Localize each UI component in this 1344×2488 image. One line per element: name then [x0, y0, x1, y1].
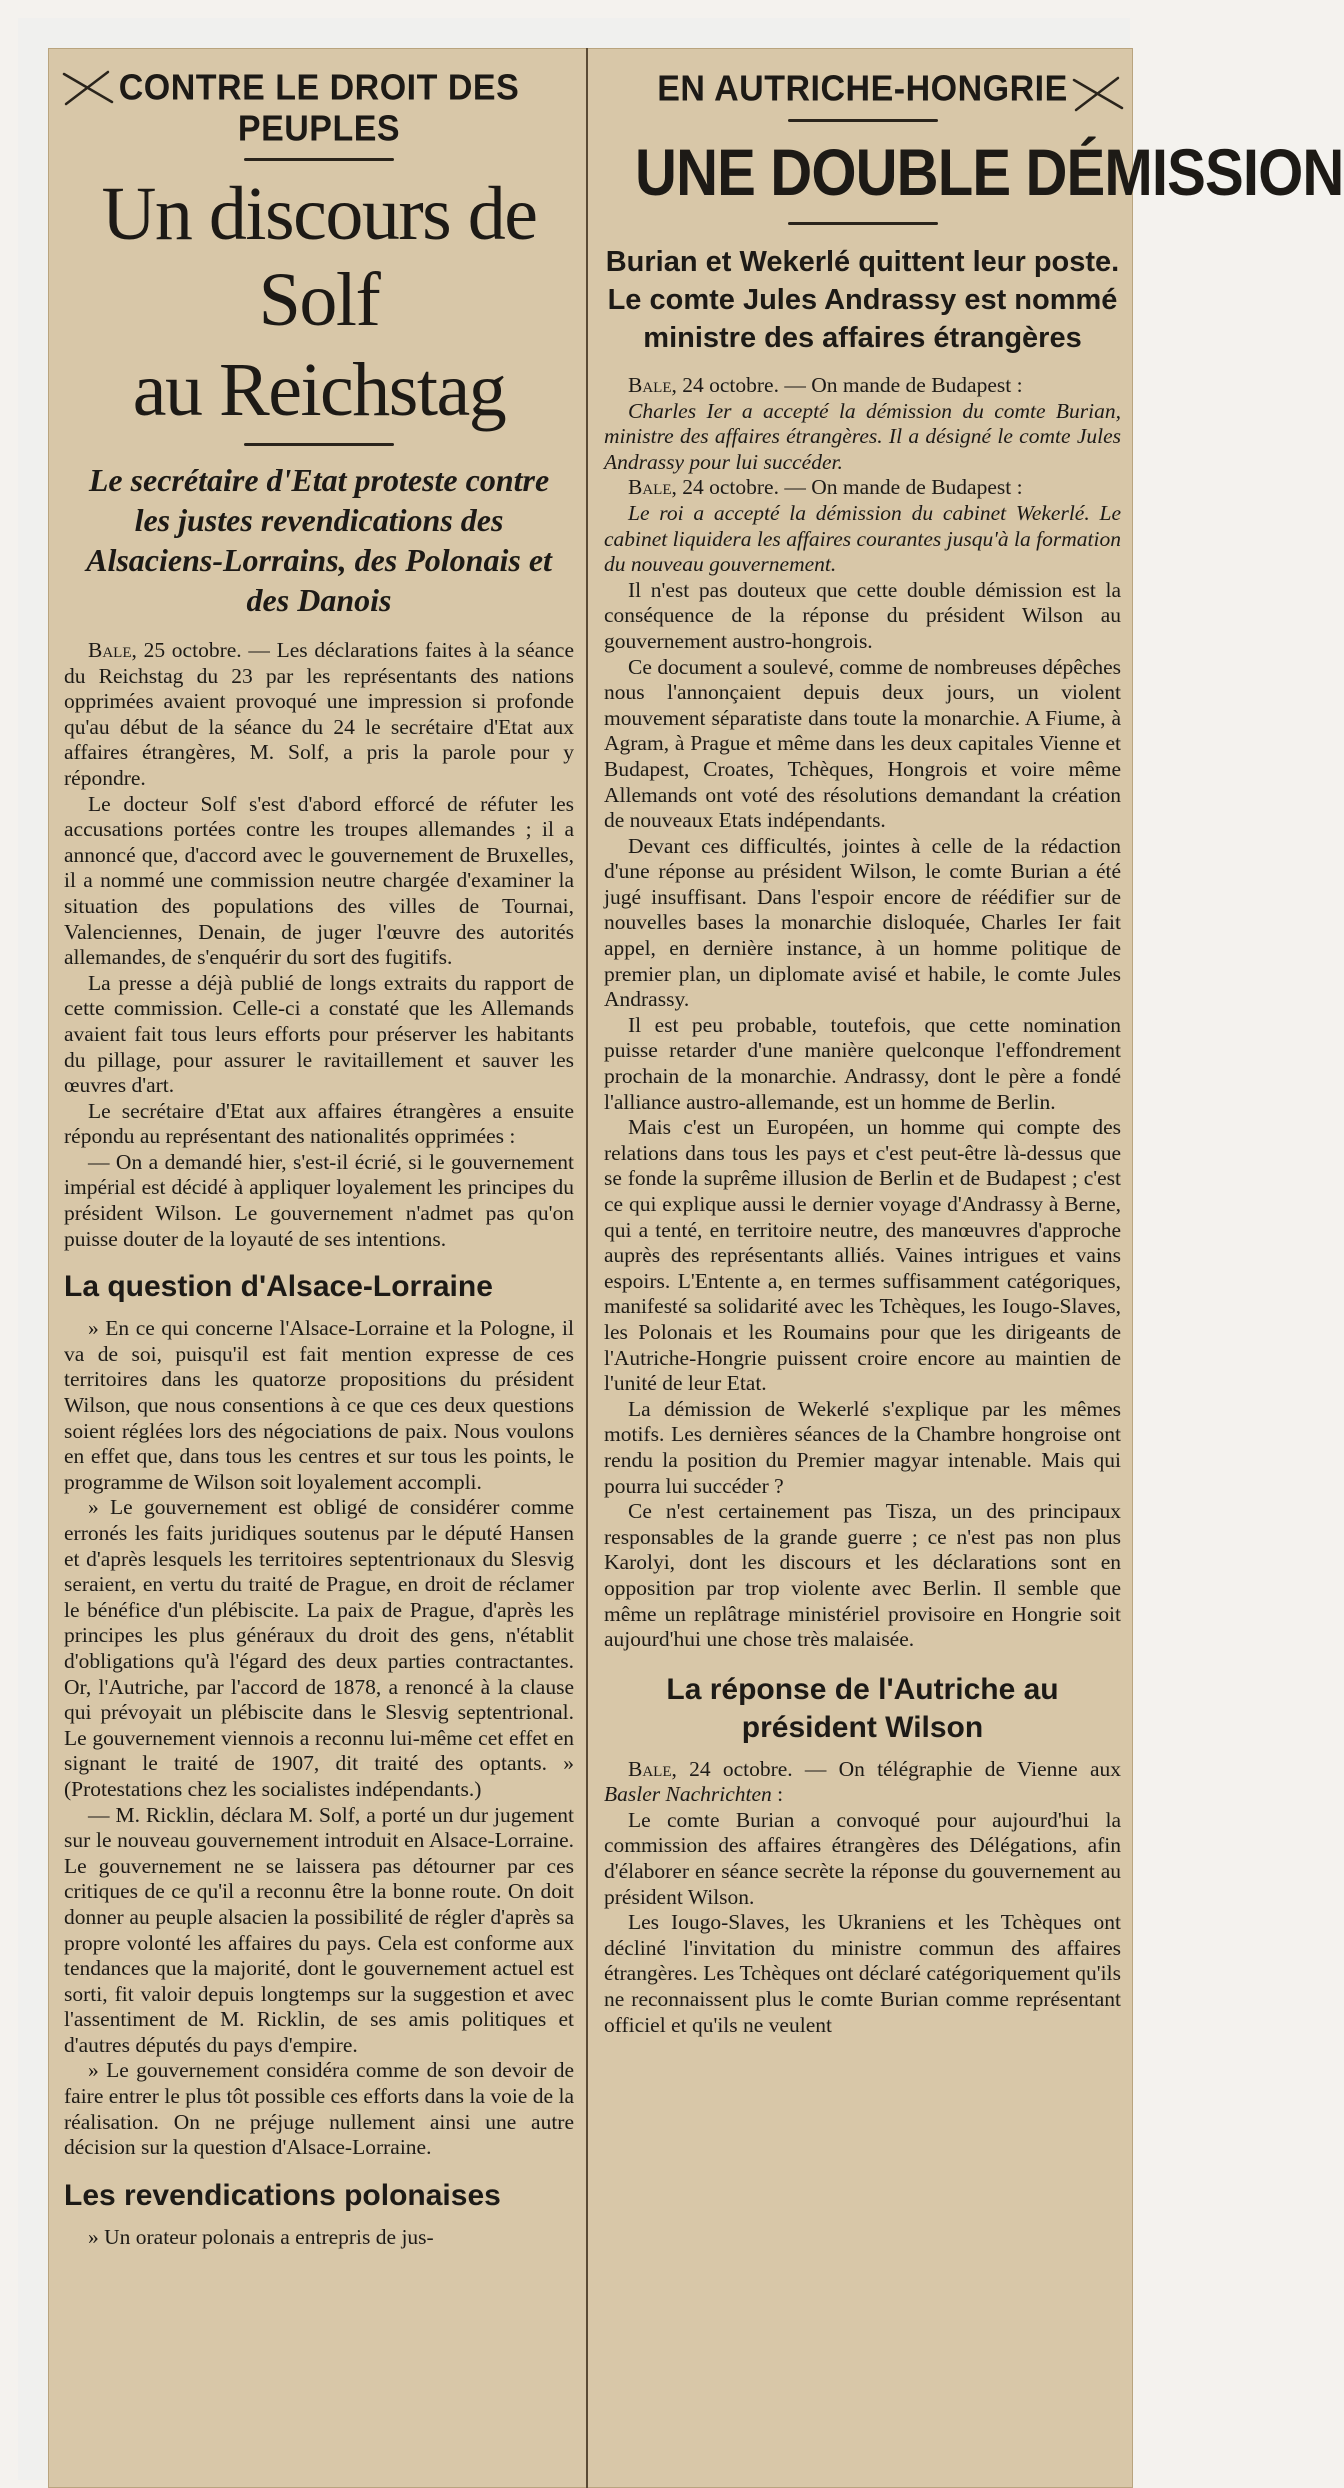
right-paragraph: Le roi a accepté la démission du cabinet Wekerlé. Le cabinet liquidera les affaires courantes jusqu'à la formation du nouveau gouvernement.: [604, 500, 1121, 577]
left-paragraph: » Un orateur polonais a entrepris de jus-: [88, 2224, 434, 2249]
right-paragraph: Charles Ier a accepté la démission du comte Burian, ministre des affaires étrangères. Il a désigné le comte Jules Andrassy pour lui succéder.: [604, 398, 1121, 474]
left-paragraph: — M. Ricklin, déclara M. Solf, a porté un dur jugement sur le nouveau gouvernement introduit en Alsace-Lorraine. Le gouvernement ne se laissera pas détourner par ces critiques de ce qu'il a reconnu être la bonne route. On doit donner au peuple alsacien la possibilité de régler d'après sa propre volonté les affaires du pays. Cela est conforme aux tendances que la majorité, dont le gouvernement actuel est sorti, fit valoir depuis longtemps sur la suggestion et avec l'assentiment de M. Ricklin, de ses amis politiques et d'autres députés du pays d'empire.: [64, 1802, 574, 2057]
right-paragraph: Le comte Burian a convoqué pour aujourd'hui la commission des affaires étrangères des Délégations, afin d'élaborer en séance secrète la réponse du gouvernement au président Wilson.: [604, 1807, 1121, 1909]
paragraph-text: , 24 octobre. — On mande de Budapest :: [671, 475, 1023, 500]
paragraph-text: , 24 octobre. — On télégraphie de Vienne aux: [671, 1756, 1121, 1781]
paragraph-text: :: [771, 1782, 784, 1807]
left-headline-line-2: au Reichstag: [132, 348, 506, 432]
left-subhead-polonaises: Les revendications polonaises: [64, 2178, 501, 2212]
dateline: Bale: [628, 373, 672, 397]
left-paragraph: » En ce qui concerne l'Alsace-Lorraine et la Pologne, il va de soi, puisqu'il est fait mention expresse de ces territoires dans les quatorze propositions du président Wilson, que nous consentions à ce que ces deux questions soient réglées lors des négociations de paix. Nous voulons en effet que, dans tous les centres et sur tous les points, le programme de Wilson soit loyalement accompli.: [64, 1316, 574, 1494]
left-kicker: CONTRE LE DROIT DES PEUPLES: [118, 68, 520, 149]
dateline: Bale: [88, 638, 132, 662]
article-left-column: [48, 48, 588, 2488]
right-paragraph: [604, 475, 1121, 501]
dateline: Bale: [628, 475, 672, 500]
right-paragraph: Il n'est pas douteux que cette double démission est la conséquence de la réponse du président Wilson au gouvernement austro-hongrois.: [604, 577, 1121, 653]
right-paragraph: [604, 373, 1121, 399]
newspaper-clipping: [48, 48, 1344, 2488]
left-headline-line-1: Un discours de Solf: [101, 172, 537, 342]
left-paragraph: Le secrétaire d'Etat aux affaires étrangères a ensuite répondu au représentant des nationalités opprimées :: [64, 1098, 574, 1149]
paragraph-text: , 24 octobre. — On mande de Budapest :: [671, 373, 1023, 397]
scan-background: [18, 18, 1344, 2480]
right-paragraph: Devant ces difficultés, jointes à celle de la rédaction d'une réponse au président Wilson, le comte Burian a été jugé insuffisant. Dans l'espoir encore de réédifier sur de nouvelles bases la monarchie disloquée, Charles Ier fait appel, en dernière instance, à un homme politique de premier plan, un diplomate avisé et habile, le comte Jules Andrassy.: [604, 833, 1121, 1012]
left-headline-rule: [244, 443, 394, 446]
right-paragraph: La démission de Wekerlé s'explique par les mêmes motifs. Les dernières séances de la Chambre hongroise ont rendu la position du Premier magyar intenable. Mais qui pourra lui succéder ?: [604, 1396, 1121, 1498]
left-paragraph: — On a demandé hier, s'est-il écrié, si le gouvernement impérial est décidé à appliquer loyalement les principes du président Wilson. Le gouvernement n'admet pas qu'on puisse douter de la loyauté de ses intentions.: [64, 1149, 574, 1251]
dateline: Bale: [628, 1756, 672, 1781]
right-paragraph: [604, 1757, 1121, 1808]
left-kicker-rule: [244, 158, 394, 161]
left-paragraph: La presse a déjà publié de longs extraits du rapport de cette commission. Celle-ci a constaté que les Allemands avaient fait tous leurs efforts pour préserver les habitants du pillage, pour assurer le ravitaillement et sauver les œuvres d'art.: [64, 970, 574, 1098]
right-kicker-rule: [788, 119, 938, 122]
right-headline-rule: [788, 222, 938, 225]
paragraph-text: , 25 octobre. — Les déclarations faites à la séance du Reichstag du 23 par les représentants des nations opprimées avaient provoqué une impression si profonde qu'au début de la séance du 24 le secrétaire d'Etat aux affaires étrangères, M. Solf, a pris la parole pour y répondre.: [64, 638, 574, 790]
right-kicker: EN AUTRICHE-HONGRIE: [657, 69, 1068, 109]
left-paragraph: Le docteur Solf s'est d'abord efforcé de réfuter les accusations portées contre les troupes allemandes ; il a annoncé que, d'accord avec le gouvernement de Bruxelles, il a nommé une commission neutre chargée d'examiner la situation des populations des villes de Tournai, Valenciennes, Denain, de juger l'œuvre des autorités allemandes, de s'enquérir du sort des fugitifs.: [64, 791, 574, 970]
source-name: Basler Nachrichten: [604, 1782, 772, 1807]
left-paragraph: » Le gouvernement considéra comme de son devoir de faire entrer le plus tôt possible ces efforts dans la voie de la réalisation. On ne préjuge nullement ainsi une autre décision sur la question d'Alsace-Lorraine.: [64, 2058, 574, 2160]
article-right-column: [590, 48, 1344, 2488]
pencil-cross-mark-right: [1068, 74, 1128, 114]
right-paragraph: Il est peu probable, toutefois, que cette nomination puisse retarder d'une manière quelconque l'effondrement prochain de la monarchie. Andrassy, dont le père a fondé l'alliance austro-allemande, est un homme de Berlin.: [604, 1012, 1121, 1114]
left-paragraph: [64, 638, 574, 792]
right-headline: UNE DOUBLE DÉMISSION: [635, 135, 1344, 209]
right-subhead-reponse: La réponse de l'Autriche au président Wilson: [666, 1672, 1059, 1744]
right-paragraph: Les Iougo-Slaves, les Ukraniens et les Tchèques ont décliné l'invitation du ministre commun des affaires étrangères. Les Tchèques ont déclaré catégoriquement qu'ils ne reconnaissent plus le comte Burian comme représentant officiel et qu'ils ne veulent: [604, 1910, 1121, 2037]
left-subhead-alsace: La question d'Alsace-Lorraine: [64, 1270, 493, 1304]
right-paragraph: Ce n'est certainement pas Tisza, un des principaux responsables de la grande guerre ; ce n'est pas non plus Karolyi, dont les discours et les déclarations sont en opposition par trop violente avec Berlin. Il semble que même un replâtrage ministériel provisoire en Hongrie soit aujourd'hui une chose très malaisée.: [604, 1499, 1121, 1652]
pencil-cross-mark-left: [58, 68, 118, 108]
right-paragraph: Mais c'est un Européen, un homme qui compte des relations dans tous les pays et c'est peut-être là-dessus que se fonde la suprême illusion de Berlin et de Budapest ; c'est ce qui explique aussi le dernier voyage d'Andrassy à Berne, qui a tenté, en territoire neutre, des manœuvres d'approche auprès des représentants alliés. Vaines intrigues et vains espoirs. L'Entente a, en termes suffisamment catégoriques, manifesté sa solidarité avec les Tchèques, les Iougo-Slaves, les Polonais et les Roumains pour que les dirigeants de l'Autriche-Hongrie puissent croire encore au maintien de l'unité de leur Etat.: [604, 1115, 1121, 1396]
left-paragraph: » Le gouvernement est obligé de considérer comme erronés les faits juridiques soutenus par le député Hansen et d'après lesquels les territoires septentrionaux du Slesvig seraient, en vertu du traité de Prague, en droit de réclamer le bénéfice d'un plébiscite. La paix de Prague, d'après les principes les plus généraux du droit des gens, n'établit d'obligations qu'à l'égard des deux parties contractantes. Or, l'Autriche, par l'accord de 1878, a renoncé à la clause qui prévoyait un plébiscite dans le Slesvig septentrional. Le gouvernement viennois a reconnu lui-même cet effet en signant le traité de 1907, dit traité des optants. » (Protestations chez les socialistes indépendants.): [64, 1495, 574, 1801]
right-paragraph: Ce document a soulevé, comme de nombreuses dépêches nous l'annonçaient depuis deux jours, un violent mouvement séparatiste dans toute la monarchie. A Fiume, à Agram, à Prague et même dans les deux capitales Vienne et Budapest, Croates, Tchèques, Hongrois et voire même Allemands ont voté des résolutions demandant la création de nouveaux Etats indépendants.: [604, 654, 1121, 833]
right-deck: Burian et Wekerlé quittent leur poste. Le comte Jules Andrassy est nommé ministre des affaires étrangères: [605, 246, 1120, 354]
left-deck: Le secrétaire d'Etat proteste contre les justes revendications des Alsaciens-Lorrains, des Polonais et des Danois: [86, 462, 552, 618]
